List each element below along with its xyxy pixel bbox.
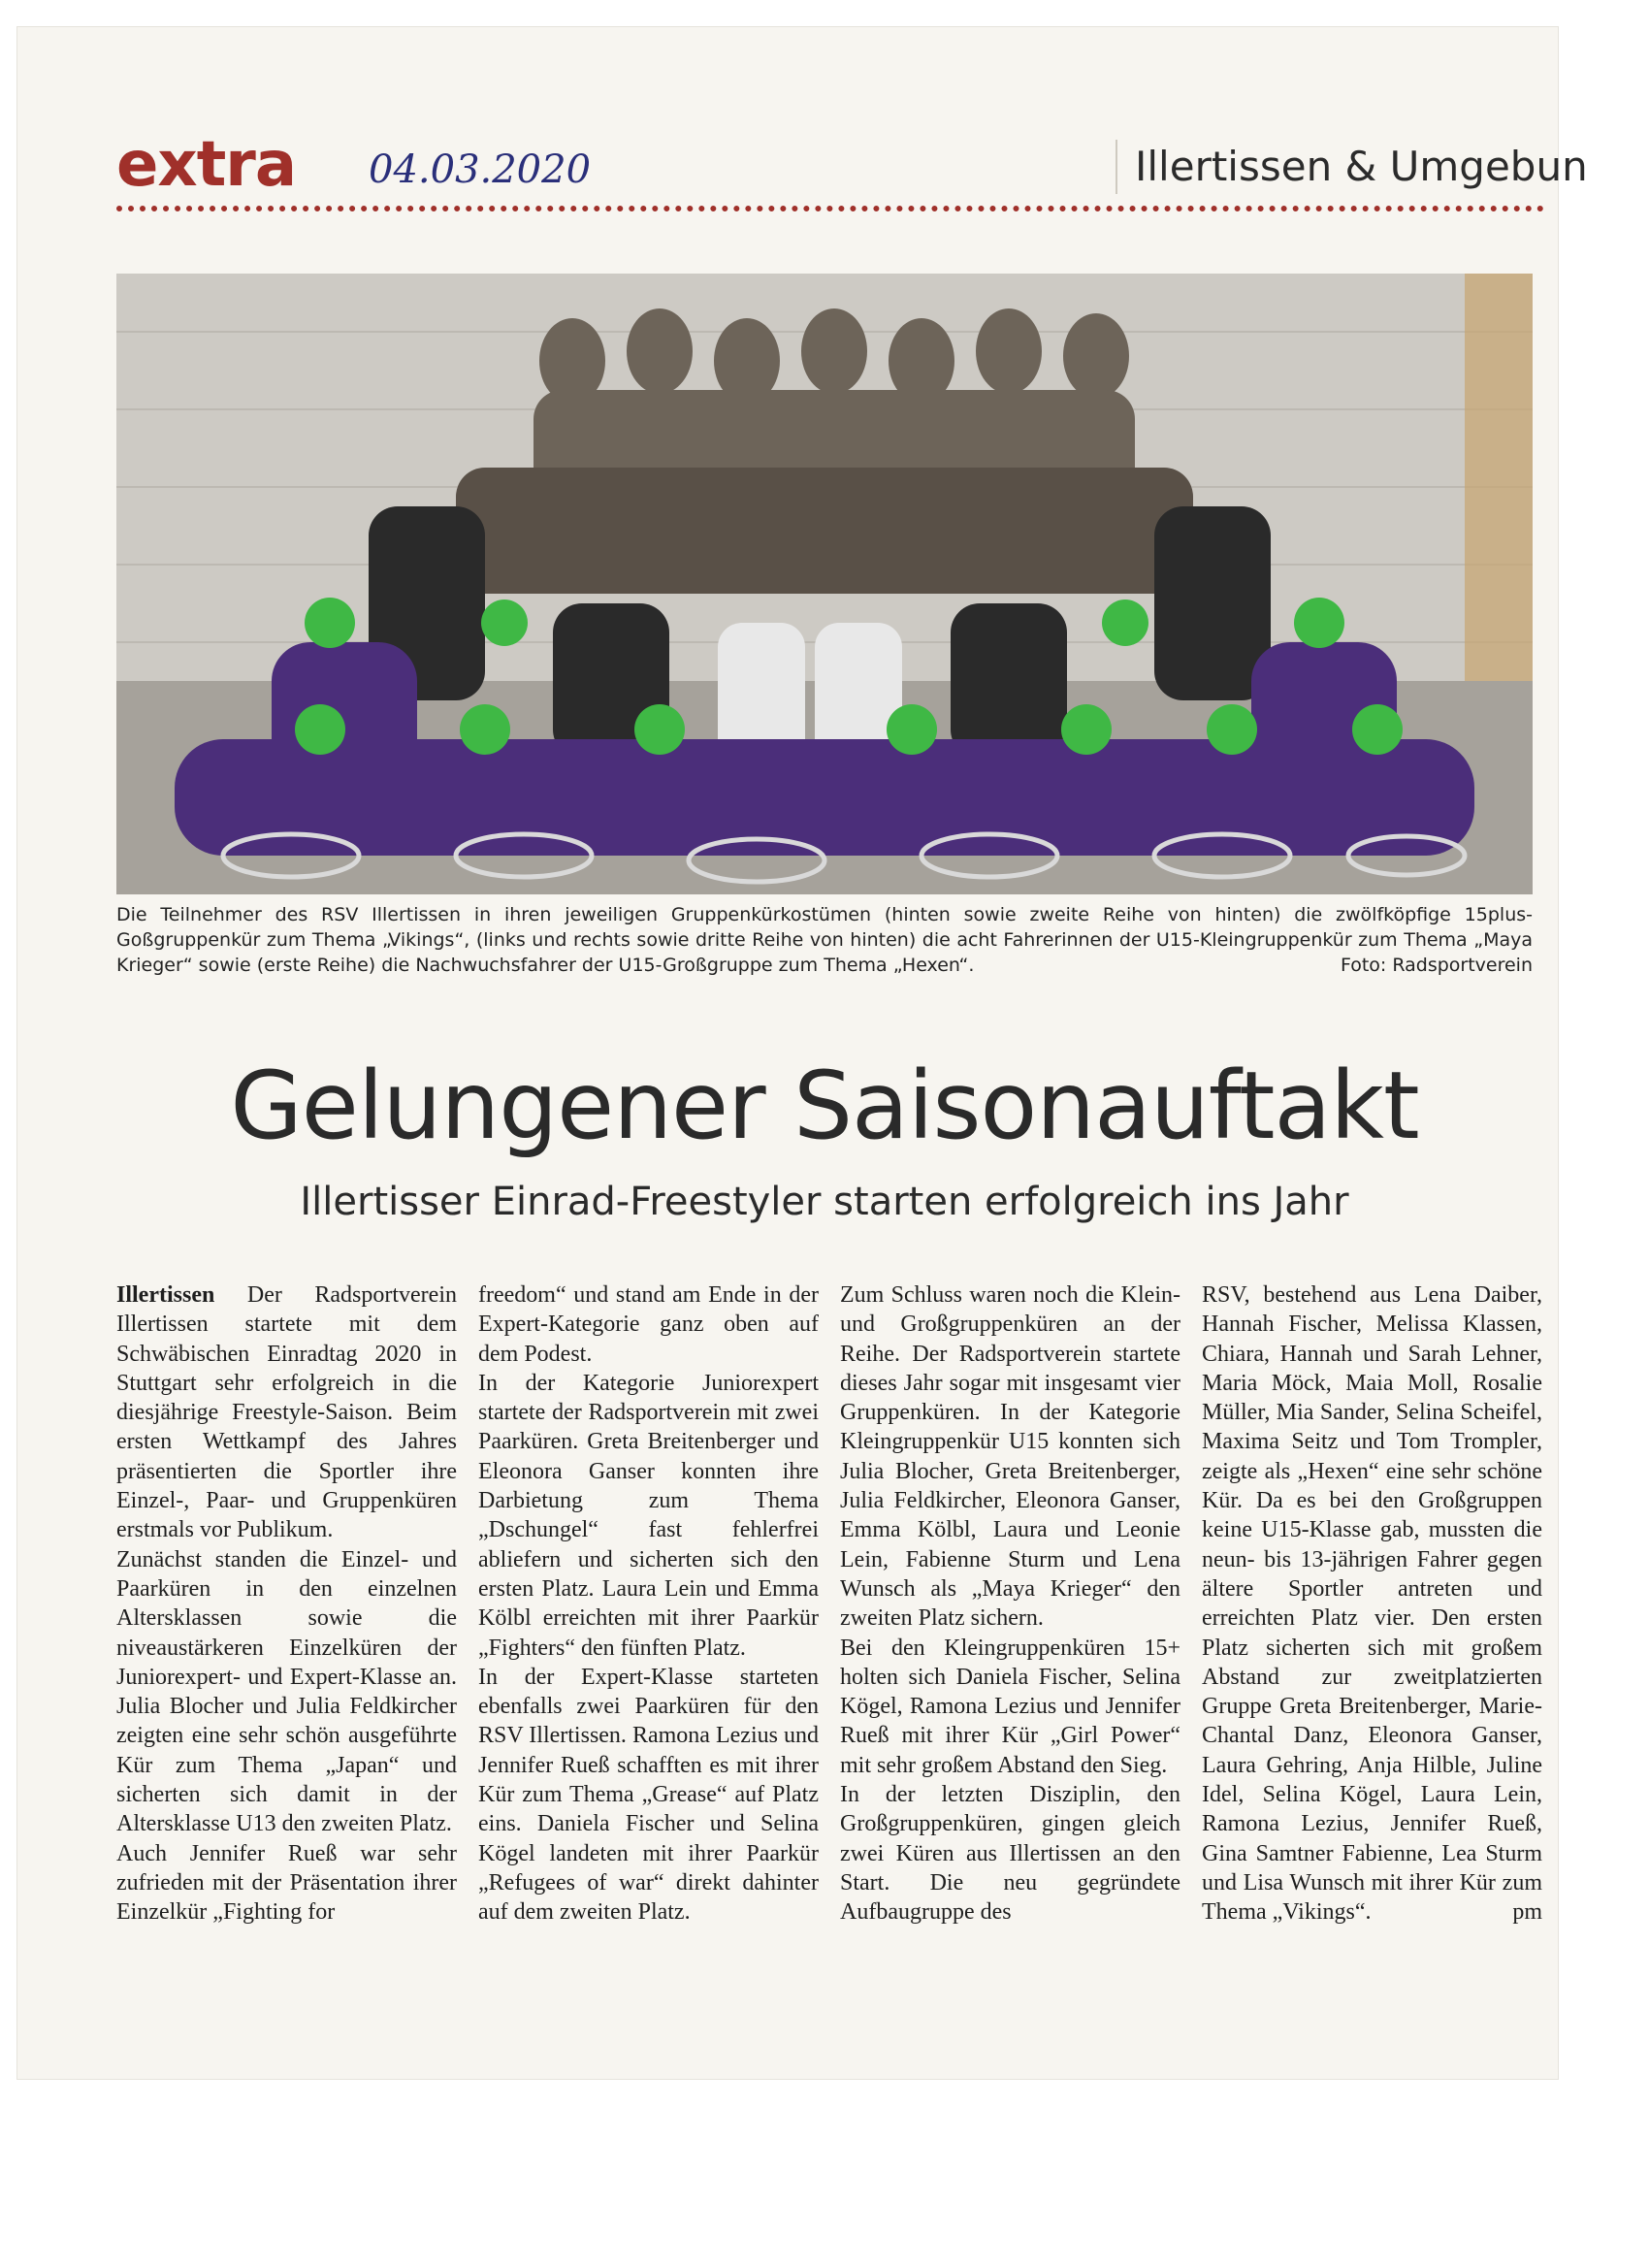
paragraph: In der letzten Disziplin, den Großgruppenküren, gingen gleich zwei Küren aus Illertissen an den Start. Die neu gegründete Aufbaugruppe des xyxy=(840,1782,1180,1926)
column-2 xyxy=(478,1280,819,2018)
paragraph xyxy=(1202,1280,1542,1928)
dateline: Illertissen xyxy=(116,1282,215,1308)
paragraph: In der Expert-Klasse starteten ebenfalls zwei Paarküren für den RSV Illertissen. Ramona Lezius und Jennifer Rueß schafften es mit ihrer Kür zum Thema „Grease“ auf Platz eins. Daniela Fischer und Selina Kögel landeten mit ihrer Paarkür „Refugees of war“ direkt dahinter auf dem zweiten Platz. xyxy=(478,1664,819,1926)
group-photo xyxy=(116,274,1533,894)
headline: Gelungener Saisonauftakt xyxy=(230,1052,1419,1160)
region-label: Illertissen & Umgebun xyxy=(1116,140,1542,194)
column-3 xyxy=(840,1280,1180,2018)
caption-text: Die Teilnehmer des RSV Illertissen in ihren jeweiligen Gruppenkürkostümen (hinten sowie zweite Reihe von hinten) die zwölfköpfige 15plus-Goßgruppenkür zum Thema „Vikings“, (links und rechts sowie dritte Reihe von hinten) die acht Fahrerinnen der U15-Kleingruppenkür zum Thema „Maya Krieger“ sowie (erste Reihe) die Nachwuchsfahrer der U15-Großgruppe zum Thema „Hexen“. xyxy=(116,904,1533,976)
paragraph: In der Kategorie Juniorexpert startete der Radsportverein mit zwei Paarküren. Greta Breitenberger und Eleonora Ganser konnten ihre Darbietung zum Thema „Dschungel“ fast fehlerfrei abliefern und sicherten sich den ersten Platz. Laura Lein und Emma Kölbl erreichten mit ihrer Paarkür „Fighters“ den fünften Platz. xyxy=(478,1370,819,1661)
group-photo-illustration xyxy=(116,274,1533,894)
paragraph: Bei den Kleingruppenküren 15+ holten sich Daniela Fischer, Selina Kögel, Ramona Lezius und Jennifer Rueß mit ihrer Kür „Girl Power“ mit sehr großem Abstand den Sieg. xyxy=(840,1635,1180,1778)
column-1 xyxy=(116,1280,457,2018)
paragraph-text: RSV, bestehend aus Lena Daiber, Hannah Fischer, Melissa Klassen, Chiara, Hannah und Sarah Lehner, Maria Möck, Maia Moll, Rosalie Müller, Mia Sander, Selina Scheifel, Maxima Seitz und Tom Trompler, zeigte als „Hexen“ eine sehr schöne Kür. Da es bei den Großgruppen keine U15-Klasse gab, mussten die neun- bis 13-jährigen Fahrer gegen ältere Sportler antreten und erreichten Platz vier. Den ersten Platz sicherten sich mit großem Abstand zur zweitplatzierten Gruppe Greta Breitenberger, Marie-Chantal Danz, Eleonora Ganser, Laura Gehring, Anja Hilble, Juline Idel, Selina Kögel, Laura Lein, Ramona Lezius, Jennifer Rueß, Gina Samtner Fabienne, Lea Sturm und Lisa Wunsch mit ihrer Kür zum Thema „Vikings“. xyxy=(1202,1282,1542,1926)
photo-caption xyxy=(116,902,1533,978)
paragraph xyxy=(116,1280,457,1545)
photo-credit: Foto: Radsportverein xyxy=(1340,955,1533,976)
handwritten-date: 04.03.2020 xyxy=(369,147,592,192)
paragraph: Zum Schluss waren noch die Klein- und Großgruppenküren an der Reihe. Der Radsportverein startete dieses Jahr sogar mit insgesamt vier Gruppenküren. In der Kategorie Kleingruppenkür U15 konnten sich Julia Blocher, Greta Breitenberger, Julia Feldkircher, Eleonora Ganser, Emma Kölbl, Laura und Leonie Lein, Fabienne Sturm und Lena Wunsch als „Maya Krieger“ den zweiten Platz sichern. xyxy=(840,1282,1180,1632)
paragraph-text: Der Radsportverein Illertissen startete mit dem Schwäbischen Einradtag 2020 in Stuttgart sehr erfolgreich in die diesjährige Freestyle-Saison. Beim ersten Wettkampf des Jahres präsentierten die Sportler ihre Einzel-, Paar- und Gruppenküren erstmals vor Publikum. xyxy=(116,1282,457,1543)
column-4 xyxy=(1202,1280,1542,2018)
section-label: extra xyxy=(116,129,297,201)
paragraph: Zunächst standen die Einzel- und Paarküren in den einzelnen Altersklassen sowie die niveaustärkeren Einzelküren der Juniorexpert- und Expert-Klasse an. Julia Blocher und Julia Feldkircher zeigten eine sehr schön ausgeführte Kür zum Thema „Japan“ und sicherten sich damit in der Altersklasse U13 den zweiten Platz. xyxy=(116,1546,457,1837)
article-body xyxy=(116,1280,1542,2018)
subheadline: Illertisser Einrad-Freestyler starten erfolgreich ins Jahr xyxy=(300,1180,1349,1224)
paragraph: Auch Jennifer Rueß war sehr zufrieden mit der Präsentation ihrer Einzelkür „Fighting for xyxy=(116,1840,457,1926)
author-signature: pm xyxy=(1512,1899,1542,1926)
masthead xyxy=(116,126,1588,204)
paragraph: freedom“ und stand am Ende in der Expert-Kategorie ganz oben auf dem Podest. xyxy=(478,1282,819,1367)
dotted-divider xyxy=(116,206,1544,211)
